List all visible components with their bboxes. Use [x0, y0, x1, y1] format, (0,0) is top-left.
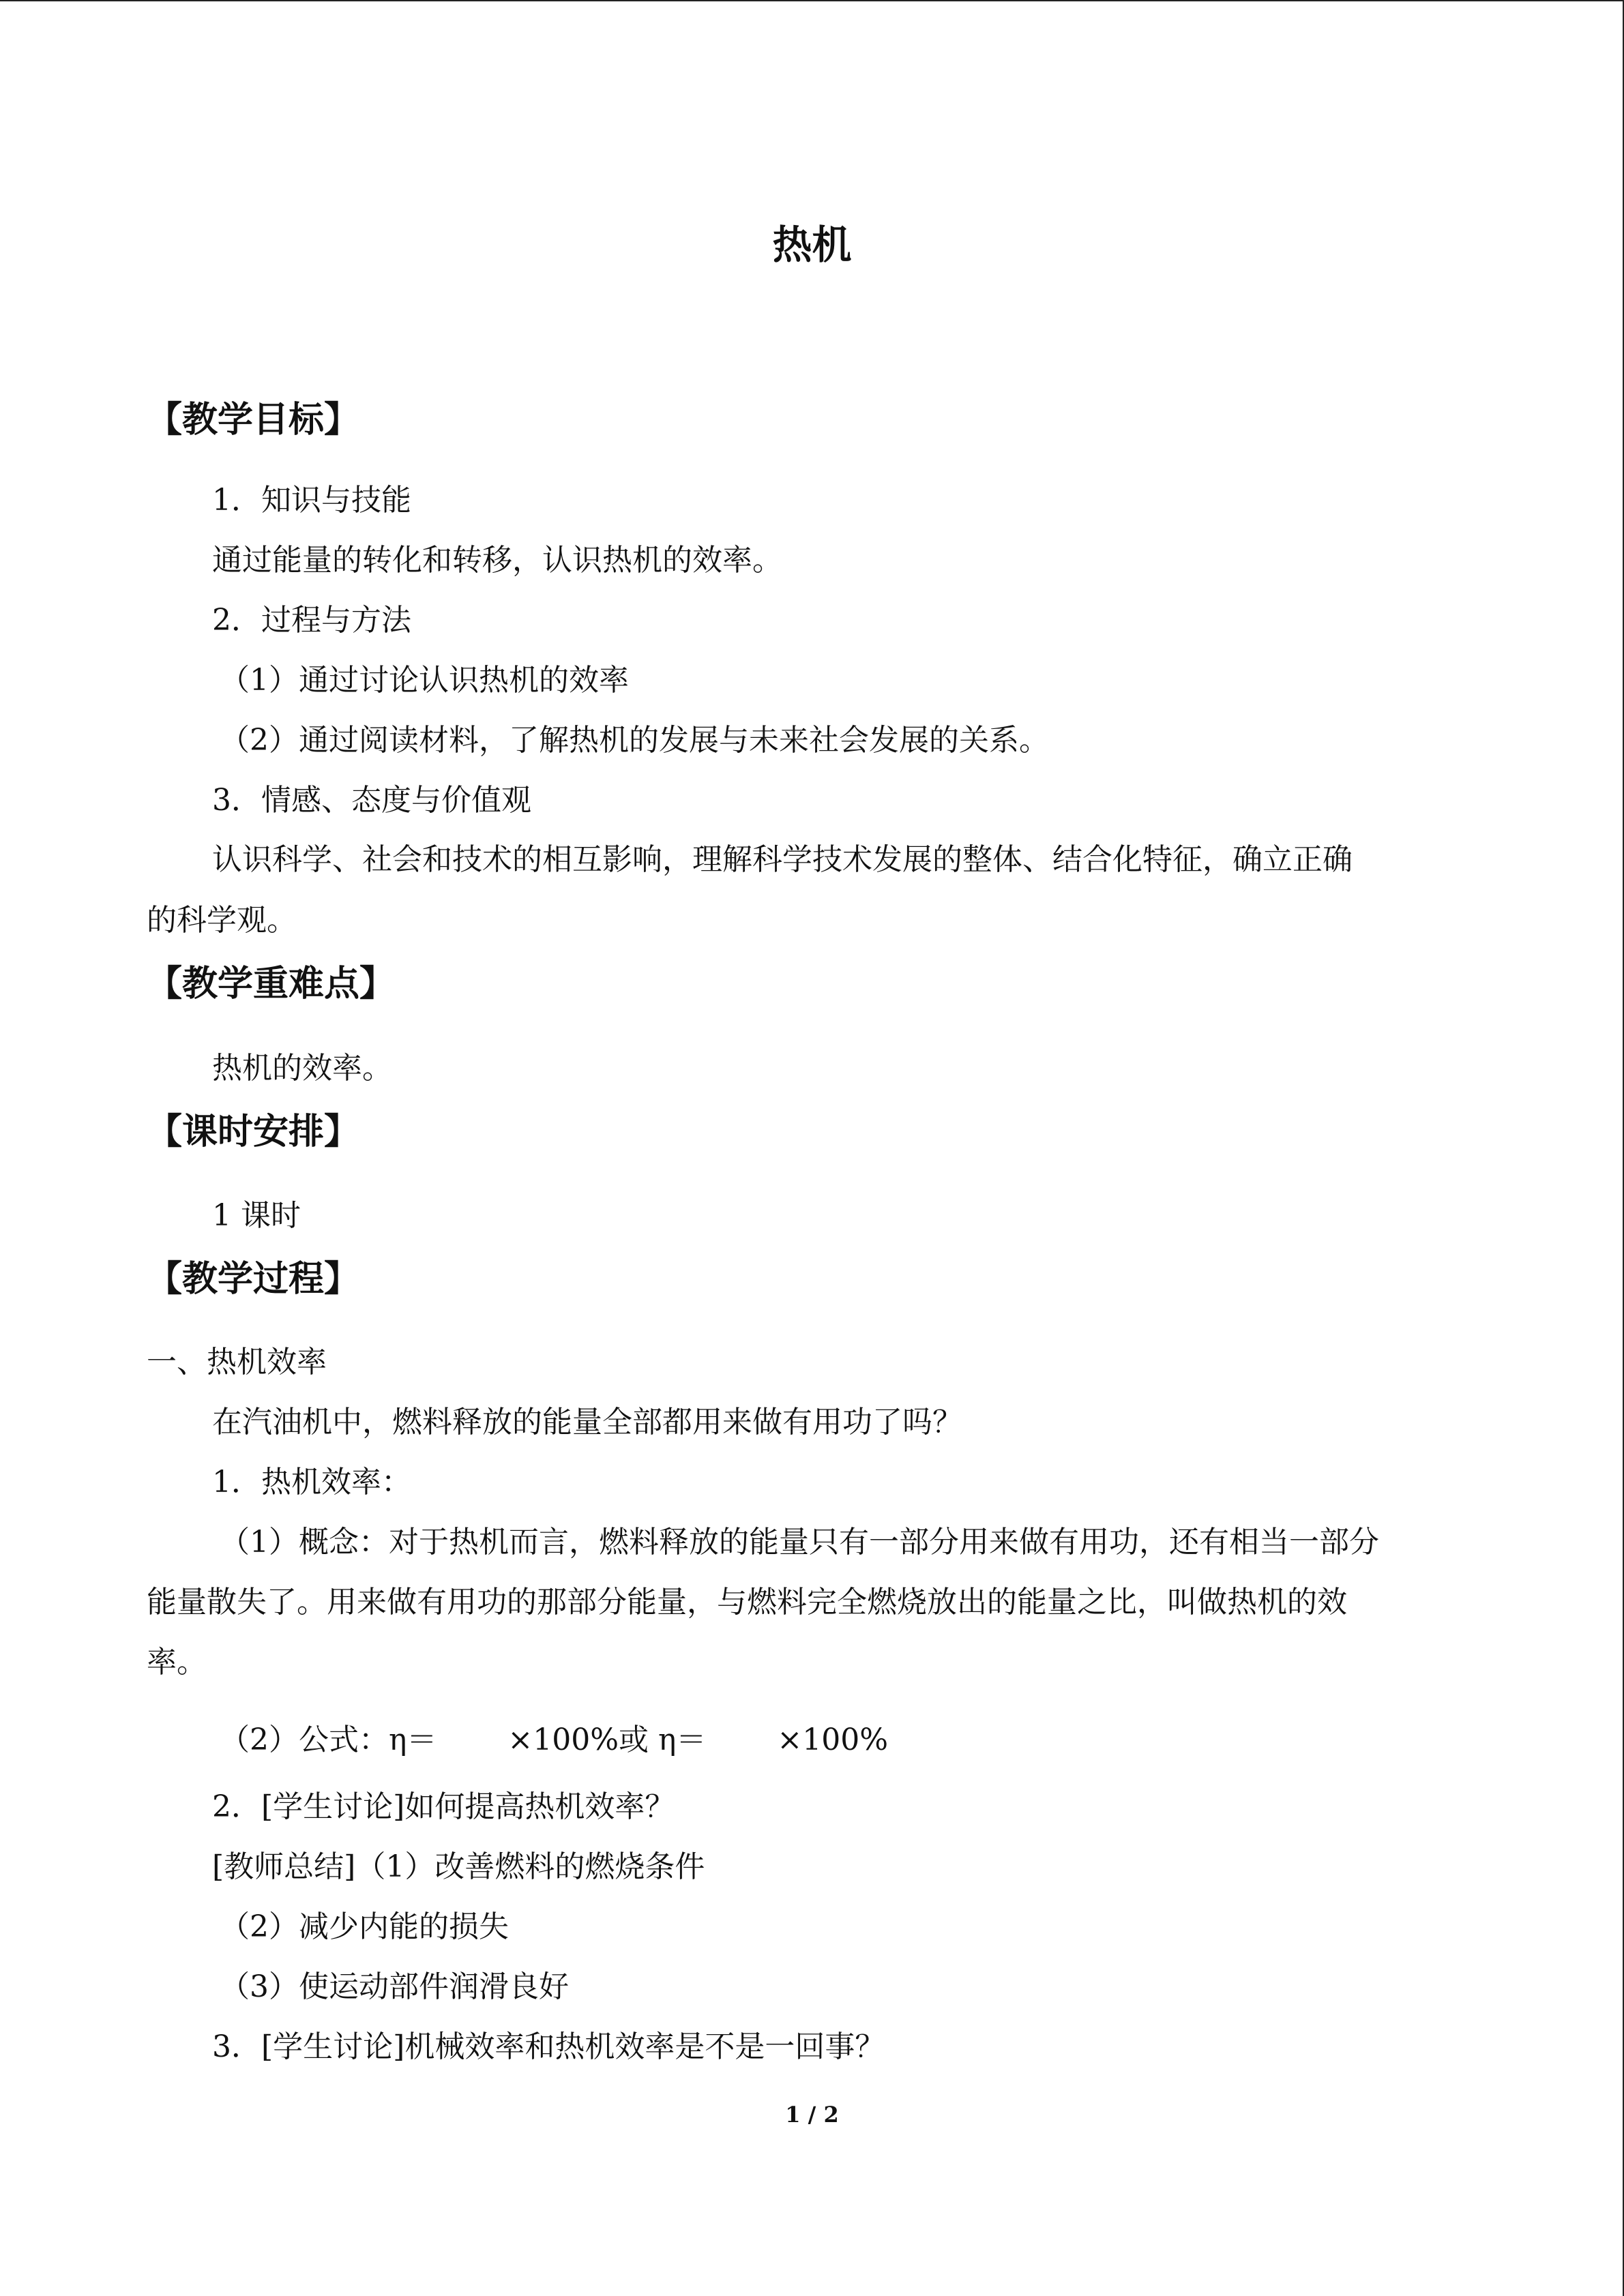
process-point3: 3．[学生讨论]机械效率和热机效率是不是一回事？: [212, 2029, 885, 2064]
process-part1-title: 一、热机效率: [147, 1345, 327, 1380]
section-heading-process: 【教学过程】: [147, 1259, 360, 1300]
formula-label: （2）公式：η＝: [220, 1723, 437, 1757]
process-point1-title: 1．热机效率：: [212, 1465, 411, 1500]
document-title: 热机: [772, 222, 852, 268]
concept-line2: 能量散失了。用来做有用功的那部分能量，与燃料完全燃烧放出的能量之比，叫做热机的效: [147, 1585, 1347, 1620]
key-points-text: 热机的效率。: [212, 1051, 392, 1086]
goals-item2-title: 2．过程与方法: [212, 603, 411, 638]
teacher-summary-3: （3）使运动部件润滑良好: [220, 1969, 569, 2004]
goals-item3-text-line1: 认识科学、社会和技术的相互影响，理解科学技术发展的整体、结合化特征，确立正确: [212, 842, 1353, 877]
teacher-summary-2: （2）减少内能的损失: [220, 1909, 509, 1944]
section-heading-goals: 【教学目标】: [147, 400, 360, 441]
process-question: 在汽油机中，燃料释放的能量全部都用来做有用功了吗？: [212, 1405, 962, 1440]
formula-mid: ×100%或 η＝: [507, 1723, 707, 1757]
goals-item2-sub2: （2）通过阅读材料，了解热机的发展与未来社会发展的关系。: [220, 723, 1049, 758]
concept-line3: 率。: [147, 1645, 207, 1680]
goals-item3-title: 3．情感、态度与价值观: [212, 783, 531, 818]
section-heading-schedule: 【课时安排】: [147, 1112, 360, 1152]
goals-item1-title: 1．知识与技能: [212, 483, 411, 518]
schedule-text: 1 课时: [212, 1198, 301, 1233]
efficiency-formula: [220, 1715, 888, 1759]
goals-item3-text-line2: 的科学观。: [147, 903, 297, 938]
formula-end: ×100%: [777, 1723, 889, 1757]
goals-item2-sub1: （1）通过讨论认识热机的效率: [220, 663, 629, 698]
concept-line1: （1）概念：对于热机而言，燃料释放的能量只有一部分用来做有用功，还有相当一部分: [220, 1525, 1379, 1560]
page-number: 1 / 2: [785, 2102, 839, 2128]
section-heading-key-points: 【教学重难点】: [147, 964, 396, 1004]
process-point2: 2．[学生讨论]如何提高热机效率？: [212, 1789, 675, 1824]
goals-item1-text: 通过能量的转化和转移，认识热机的效率。: [212, 543, 782, 578]
teacher-summary-1: [教师总结]（1）改善燃料的燃烧条件: [212, 1849, 705, 1884]
